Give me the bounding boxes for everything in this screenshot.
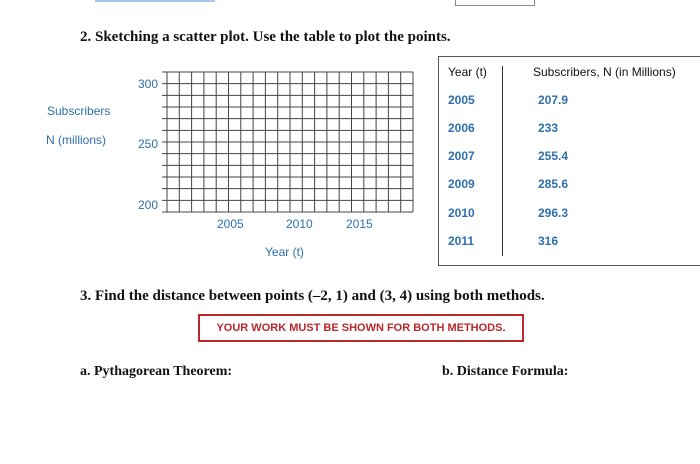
table-column-divider xyxy=(502,66,503,256)
table-cell-subscribers: 233 xyxy=(538,121,559,135)
table-cell-subscribers: 316 xyxy=(538,234,559,248)
table-header-year: Year (t) xyxy=(448,65,487,79)
x-axis-label: Year (t) xyxy=(265,245,304,259)
table-cell-subscribers: 296.3 xyxy=(538,206,569,220)
table-header-subscribers: Subscribers, N (in Millions) xyxy=(533,65,676,79)
y-axis-label-line2: N (millions) xyxy=(46,133,106,147)
y-tick-200: 200 xyxy=(138,198,159,212)
x-tick-2010: 2010 xyxy=(286,217,313,231)
y-tick-250: 250 xyxy=(138,137,159,151)
part-b-label: b. Distance Formula: xyxy=(442,364,569,379)
warning-box xyxy=(198,314,524,342)
top-answer-box xyxy=(455,0,535,6)
x-tick-2015: 2015 xyxy=(346,217,373,231)
warning-text: YOUR WORK MUST BE SHOWN FOR BOTH METHODS. xyxy=(216,322,506,334)
table-cell-year: 2010 xyxy=(448,206,475,220)
y-tick-300: 300 xyxy=(138,77,159,91)
part-a-label: a. Pythagorean Theorem: xyxy=(80,364,233,379)
data-table xyxy=(438,56,700,266)
question-2-heading: 2. Sketching a scatter plot. Use the table to plot the points. xyxy=(80,29,451,45)
table-cell-subscribers: 207.9 xyxy=(538,93,569,107)
top-decorative-line xyxy=(95,0,215,2)
scatter-plot-grid[interactable] xyxy=(160,66,420,218)
table-cell-year: 2011 xyxy=(448,234,475,248)
x-tick-2005: 2005 xyxy=(217,217,244,231)
table-cell-year: 2009 xyxy=(448,177,475,191)
table-cell-year: 2006 xyxy=(448,121,475,135)
question-3-heading: 3. Find the distance between points (–2, 1) and (3, 4) using both methods. xyxy=(80,288,545,304)
table-cell-year: 2005 xyxy=(448,93,475,107)
grid-lines xyxy=(162,72,413,212)
table-cell-year: 2007 xyxy=(448,149,475,163)
table-cell-subscribers: 255.4 xyxy=(538,149,569,163)
table-cell-subscribers: 285.6 xyxy=(538,177,569,191)
y-axis-label-line1: Subscribers xyxy=(47,104,111,118)
